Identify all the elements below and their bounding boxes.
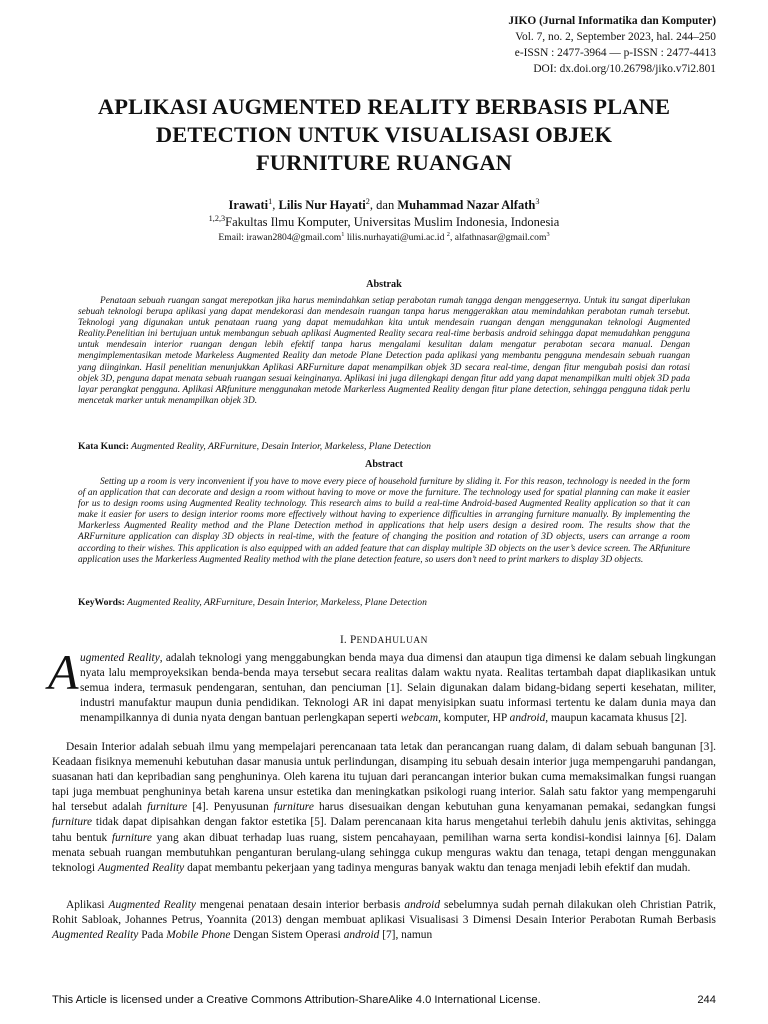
title-line-2: DETECTION UNTUK VISUALISASI OBJEK xyxy=(155,122,613,147)
email-3-sup: 3 xyxy=(546,230,550,238)
email-3: , alfathnasar@gmail.com xyxy=(449,232,547,243)
email-1: Email: irawan2804@gmail.com xyxy=(218,232,342,243)
intro-p2-k: dapat membantu pekerjaan yang tadinya menguras banyak waktu dan tenaga menjadi lebih efektif dan mudah. xyxy=(184,861,691,874)
intro-p2-i: yang akan dibuat terhadap luas ruang, sistem pencahayaan, pemilihan warna serta kondisi-kondisi lainnya [6]. Dalam menata sebuah ruangan membutuhkan penganturan berulang-ulang sehingga cukup menguras waktu dan tenaga, tetapi dengan menggunakan teknologi xyxy=(52,831,717,874)
intro-p3-d: android xyxy=(404,899,441,911)
intro-paragraph-1 xyxy=(52,651,716,726)
journal-issn: e-ISSN : 2477-3964 — p-ISSN : 2477-4413 xyxy=(514,47,716,59)
keywords xyxy=(78,597,718,609)
title-line-3: FURNITURE RUANGAN xyxy=(255,150,513,175)
email-1-sup: 1 xyxy=(341,230,345,238)
section-rest: ENDAHULUAN xyxy=(356,636,429,646)
intro-p3-j: android xyxy=(343,929,380,942)
author-list xyxy=(30,197,738,214)
keywords-label: KeyWords: xyxy=(78,597,125,608)
author-1-sup: 1 xyxy=(268,196,273,206)
drop-cap: A xyxy=(48,644,79,700)
license-footer: This Article is licensed under a Creative Commons Attribution-ShareAlike 4.0 International License. xyxy=(52,994,541,1006)
author-sep-2: , dan xyxy=(369,198,398,212)
email-2: lilis.nurhayati@umi.ac.id xyxy=(344,232,447,243)
intro-p1-b: , adalah teknologi yang menggabungkan benda maya dua dimensi dan ataupun tiga dimensi ke dalam sebuah lingkungan nyata lalu memproyeksikan benda-benda maya tersebut secara realitas dalam waktu nyata. Realitas tertambah dapat diaplikasikan untuk semua indera, termasuk pendengaran, sentuhan, dan penciuman [1]. Selain digunakan dalam bidang-bidang seperti kesehatan, militer, industri manufaktur maupun dunia pendidikan. Teknologi AR ini dapat menyisipkan suatu informasi tertentu ke dalam dunia maya dan menampilkannya di dunia nyata dengan bantuan perlengkapan seperti xyxy=(80,652,716,725)
keywords-value: Augmented Reality, ARFurniture, Desain Interior, Markeless, Plane Detection xyxy=(124,597,427,608)
kata-kunci-label: Kata Kunci: xyxy=(78,441,129,452)
intro-p1-wrap xyxy=(52,651,716,726)
paper-title xyxy=(30,93,738,177)
journal-name: JIKO (Jurnal Informatika dan Komputer) xyxy=(508,15,716,27)
intro-p2-b: furniture xyxy=(147,801,188,814)
intro-p1-a: ugmented Reality xyxy=(80,652,160,664)
journal-volume: Vol. 7, no. 2, September 2023, hal. 244–250 xyxy=(515,31,716,43)
intro-paragraph-3 xyxy=(52,898,716,943)
intro-p2-j: Augmented Reality xyxy=(97,861,185,874)
journal-header xyxy=(508,13,716,77)
intro-p2-c: [4]. Penyusunan xyxy=(187,801,274,814)
section-number: I. xyxy=(339,634,350,646)
author-sep-1: , xyxy=(272,198,279,212)
affiliation-text: Fakultas Ilmu Komputer, Universitas Muslim Indonesia, Indonesia xyxy=(225,215,560,229)
intro-p2-d: furniture xyxy=(273,801,314,814)
page-number: 244 xyxy=(697,994,716,1006)
intro-paragraph-2 xyxy=(52,740,716,876)
intro-p1-f: , maupun kacamata khusus [2]. xyxy=(545,712,688,725)
intro-p1-c: webcam xyxy=(400,712,439,725)
intro-p3-g: Pada xyxy=(138,929,167,942)
email-2-sup: 2 xyxy=(446,230,450,238)
author-3-sup: 3 xyxy=(535,196,540,206)
intro-p3-i: Dengan Sistem Operasi xyxy=(230,929,344,942)
intro-p3-k: [7], namun xyxy=(379,929,433,942)
intro-p3-c: mengenai penataan desain interior berbasis xyxy=(196,899,405,911)
intro-p1-e: android xyxy=(509,712,546,725)
section-heading xyxy=(30,633,738,649)
kata-kunci xyxy=(78,441,718,453)
section-cap: P xyxy=(349,634,357,646)
intro-p2-a: Desain Interior adalah sebuah ilmu yang mempelajari perencanaan tata letak dan perancangan ruang dalam, di dalam sebuah bangunan [3]. Keadaan fisiknya memenuhi kebutuhan dasar manusia untuk perlindungan, disamping itu sebuah desain interior juga mempengaruhi pandangan, suasanan hati dan kepribadian sang penghuninya. Oleh karena itu tujuan dari perancangan interior bukan cuma memaksimalkan fungsi ruangan tapi juga membuat penghuninya betah karena unsur estetika dan meningkatkan psikologi ruang interior. Salah satu faktor yang mempengaruhi hal tersebut adalah xyxy=(52,741,716,814)
intro-p3-b: Augmented Reality xyxy=(108,899,196,911)
intro-p3-a: Aplikasi xyxy=(66,899,109,911)
author-2-sup: 2 xyxy=(365,196,370,206)
author-3: Muhammad Nazar Alfath xyxy=(397,198,536,212)
email-line xyxy=(30,231,738,245)
abstrak-body: Penataan sebuah ruangan sangat merepotkan jika harus memindahkan setiap perabotan rumah tangga dengan menggesernya. Untuk itu sangat diperlukan sebuah teknologi berupa aplikasi yang dapat mendekorasi dan mendesain ruangan tanpa harus menggerakkan atau memindahkan perabotan rumah tersebut. Teknologi yang digunakan untuk penataan ruang yang dapat memudahkan kita untuk mendesain ruangan dengan menggunakan teknologi Augmented Reality.Penelitian ini bertujuan untuk membangun sebuah aplikasi Augmented Reality secara real-time berbasis android sehingga dapat memudahkan pengguna untuk mendesain interior ruangan dengan lebih efektif tanpa harus mengalami kesulitan dalam mengatur perabotan secara manual. Dengan mengimplementasikan metode Markeless Augmented Reality dan metode Plane Detection pada aplikasi yang membantu pengguna mendesain sebuah ruangan yang diinginkan. Hasil penelitian menunjukkan Aplikasi ARFurniture dapat menampilkan objek 3D secara real-time, dengan fitur mengubah posisi dan rotasi objek 3D, penguna dapat menata sebuah ruangan sesuai keinginanya. Aplikasi ini juga dilengkapi dengan fitur add yang dapat menampilkan multi objek 3D pada layar perangkat pengguna. Aplikasi ARfuniture menggunakan metode Markerless Augmented Reality dengan fitur plane detection, sehingga pengguna tidak perlu mencetak marker untuk menampilkan objek 3D. xyxy=(78,296,690,406)
title-line-1: APLIKASI AUGMENTED REALITY BERBASIS PLANE xyxy=(97,94,671,119)
intro-p2-g: tidak dapat dipisahkan dengan faktor estetika [5]. Dalam perencanaan kita harus mengetahui terlebih dahulu jenis aktivitas, sehingga tahu bentuk xyxy=(52,816,716,844)
intro-p2-f: furniture xyxy=(52,816,93,829)
affiliation xyxy=(30,214,738,231)
intro-p2-h: furniture xyxy=(111,831,152,844)
affiliation-sup: 1,2,3 xyxy=(208,213,226,223)
author-2: Lilis Nur Hayati xyxy=(278,198,366,212)
intro-p3-f: Augmented Reality xyxy=(52,929,139,942)
journal-doi: DOI: dx.doi.org/10.26798/jiko.v7i2.801 xyxy=(533,63,716,75)
kata-kunci-value: Augmented Reality, ARFurniture, Desain Interior, Markeless, Plane Detection xyxy=(128,441,431,452)
abstrak-heading: Abstrak xyxy=(366,279,402,290)
author-1: Irawati xyxy=(228,198,269,212)
abstract-body: Setting up a room is very inconvenient if you have to move every piece of household furniture by sliding it. For this reason, technology is needed in the form of an application that can decorate and design a room without having to move or move the furniture. The technology used for spatial planning can make it easier for us to design rooms using Augmented Reality technology. This research aims to build a real-time Android-based Augmented Reality application so that it can make it easier for users to design interior rooms more effectively without having to experience difficulties in arranging furniture manually. By implementing the Markerless Augmented Reality method and the Plane Detection method in applications that help users design a desired room. The results show that the ARFurniture application can display 3D objects in real-time, with the feature of changing the position and rotation of 3D objects, users can arrange a room according to their wishes. This application is also equipped with an added feature that can display multiple 3D objects on the user’s device screen. The ARfuniture application uses the Markerless Augmented Reality method with the plane detection feature, so users don’t need to print markers to display 3D objects. xyxy=(78,477,690,565)
intro-p3-h: Mobile Phone xyxy=(166,929,231,942)
intro-p2-e: harus disesuaikan dengan kebutuhan guna kenyamanan pemakai, sedangkan fungsi xyxy=(313,801,716,814)
intro-p3-e: sebelumnya sudah pernah dilakukan oleh Christian Patrik, Rohit Sabloak, Johannes Petrus, Yoannita (2013) dengan membuat aplikasi Visualisasi 3 Dimensi Desain Interior Perabotan Rumah Berbasis xyxy=(52,899,716,927)
abstract-heading: Abstract xyxy=(365,459,403,470)
intro-p1-d: , komputer, HP xyxy=(438,712,510,725)
